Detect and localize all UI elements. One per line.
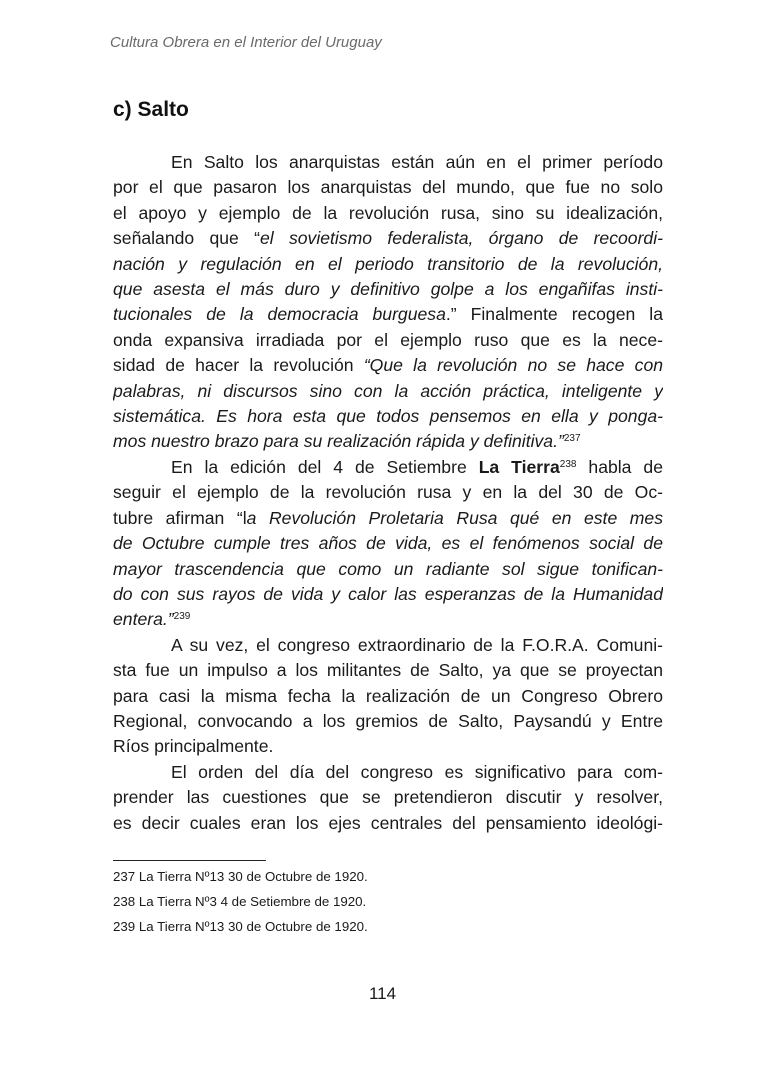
text-line: es decir cuales eran los ejes centrales del pensamiento ideológi-	[113, 812, 663, 833]
text-line: sta fue un impulso a los militantes de Salto, ya que se proyectan	[113, 660, 663, 681]
footnote: 239 La Tierra Nº13 30 de Octubre de 1920.	[113, 919, 368, 934]
text-line: para casi la misma fecha la realización de un Congreso Obrero	[113, 685, 663, 706]
text-line: Ríos principalmente.	[113, 736, 274, 757]
text-line: sidad de hacer la revolución “Que la revolución no se hace con	[113, 355, 663, 376]
text-line: seguir el ejemplo de la revolución rusa y en la del 30 de Oc-	[113, 482, 663, 503]
footnote-ref: 239	[173, 611, 191, 623]
text-line: En la edición del 4 de Setiembre La Tierra$^{238}$ habla de	[171, 456, 663, 477]
text-line: Regional, convocando a los gremios de Salto, Paysandú y Entre	[113, 710, 663, 731]
page-number: 114	[368, 984, 397, 1003]
text-line: señalando que “el sovietismo federalista, órgano de recoordi-	[113, 228, 663, 249]
footnote-rule	[113, 860, 266, 861]
footnote-ref: 237	[563, 433, 581, 445]
text-line: tubre afirman “la Revolución Proletaria Rusa qué en este mes	[113, 507, 663, 528]
section-title: c) Salto	[113, 98, 189, 121]
text-line: mos nuestro brazo para su realización rápida y definitiva.”$^{237}$	[113, 431, 581, 452]
body-text	[113, 150, 663, 836]
text-line: que asesta el más duro y definitivo golpe a los engañifas insti-	[113, 279, 663, 300]
text-line: mayor trascendencia que como un radiante sol sigue tonifican-	[113, 558, 663, 579]
text-line: do con sus rayos de vida y calor las esperanzas de la Humanidad	[113, 583, 663, 604]
text-line: de Octubre cumple tres años de vida, es el fenómenos social de	[113, 533, 663, 554]
text-line: sistemática. Es hora esta que todos pensemos en ella y ponga-	[113, 406, 663, 427]
text-line: prender las cuestiones que se pretendieron discutir y resolver,	[113, 787, 663, 808]
text-line: tucionales de la democracia burguesa.” Finalmente recogen la	[113, 304, 663, 325]
text-line: A su vez, el congreso extraordinario de la F.O.R.A. Comuni-	[171, 634, 663, 655]
text-line: por el que pasaron los anarquistas del mundo, que fue no solo	[113, 177, 663, 198]
running-head: Cultura Obrera en el Interior del Uruguay	[110, 34, 382, 51]
text-line: entera.”$^{239}$	[113, 609, 191, 630]
text-line: onda expansiva irradiada por el ejemplo ruso que es la nece-	[113, 329, 663, 350]
text-line: El orden del día del congreso es significativo para com-	[171, 761, 663, 782]
footnote: 237 La Tierra Nº13 30 de Octubre de 1920.	[113, 869, 368, 884]
text-line: En Salto los anarquistas están aún en el primer período	[171, 152, 663, 172]
footnote: 238 La Tierra Nº3 4 de Setiembre de 1920.	[113, 894, 367, 909]
text-line: el apoyo y ejemplo de la revolución rusa, sino su idealización,	[113, 202, 663, 223]
footnotes	[113, 864, 368, 939]
footnote-ref: 238	[559, 458, 577, 470]
text-line: nación y regulación en el periodo transitorio de la revolución,	[113, 253, 663, 274]
text-line: palabras, ni discursos sino con la acción práctica, inteligente y	[113, 380, 663, 401]
